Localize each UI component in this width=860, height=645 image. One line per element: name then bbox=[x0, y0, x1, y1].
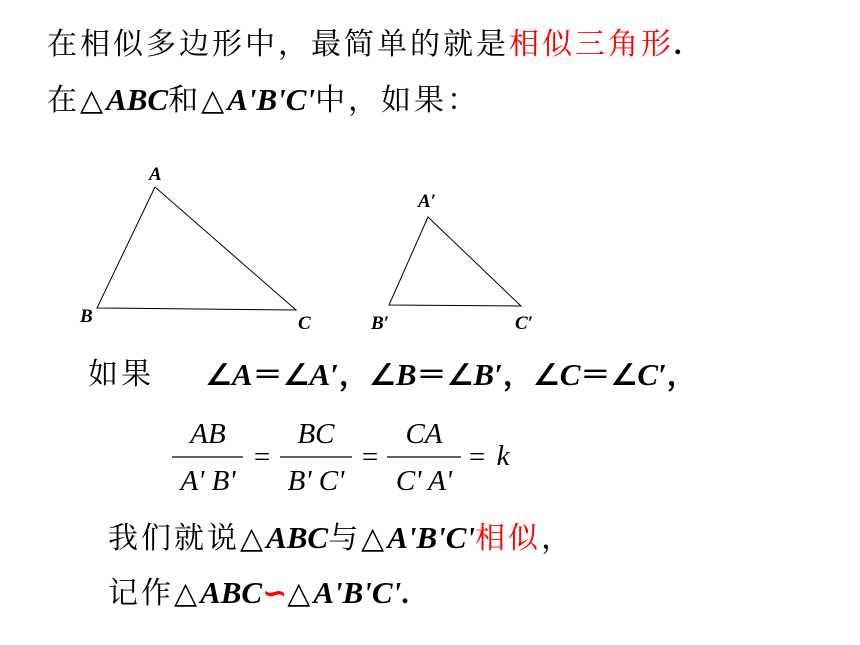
fraction-3-numerator: CA bbox=[405, 418, 443, 450]
notation-triangle-abc: ABC bbox=[200, 575, 263, 610]
vertex-label-b-prime: B′ bbox=[371, 313, 390, 334]
fraction-2-denominator: B' C' bbox=[287, 465, 345, 497]
triangle-diagram bbox=[60, 150, 560, 340]
fraction-2-numerator: BC bbox=[297, 418, 335, 450]
ratio-constant: k bbox=[496, 440, 510, 472]
condition-label: 如果 bbox=[88, 357, 154, 392]
separator-angle: ，∠ bbox=[502, 358, 560, 393]
angle-letter: B bbox=[395, 357, 417, 392]
triangle-a-prime-b-prime-c-prime bbox=[389, 217, 521, 306]
equals-angle: ＝∠ bbox=[580, 358, 638, 393]
line2-triangle-abc: ABC bbox=[106, 82, 169, 117]
conclusion-suffix: ， bbox=[541, 521, 575, 556]
intro-line-1 bbox=[47, 27, 682, 63]
intro-line-2 bbox=[47, 82, 480, 119]
triangle-abc bbox=[97, 187, 296, 310]
trailing-comma: ， bbox=[666, 358, 697, 393]
intro-highlight: 相似三角形 bbox=[509, 27, 674, 62]
angle-letter: C′ bbox=[637, 357, 667, 392]
angle-conditions bbox=[205, 357, 697, 394]
similar-symbol: ∽ bbox=[262, 576, 288, 611]
conclusion-line bbox=[108, 520, 574, 557]
angle-letter: A bbox=[231, 357, 253, 392]
notation-prefix: 记作△ bbox=[108, 576, 201, 611]
vertex-label-a-prime: A′ bbox=[418, 191, 437, 212]
vertex-label-b: B bbox=[80, 306, 93, 327]
conclusion-triangle-abc: ABC bbox=[266, 520, 329, 555]
angle-symbol: ∠ bbox=[205, 358, 232, 393]
vertex-label-c: C bbox=[298, 313, 311, 334]
ratio-equation bbox=[160, 410, 530, 500]
conclusion-triangle-prime: A'B'C' bbox=[387, 520, 476, 555]
equals-angle: ＝∠ bbox=[416, 358, 474, 393]
conclusion-highlight: 相似 bbox=[475, 521, 542, 556]
notation-triangle-prime: A'B'C' bbox=[313, 575, 402, 610]
fraction-3-denominator: C' A' bbox=[395, 465, 453, 497]
notation-line bbox=[108, 575, 409, 612]
line2-prefix: 在△ bbox=[47, 83, 107, 118]
vertex-label-c-prime: C′ bbox=[515, 313, 534, 334]
notation-middle: △ bbox=[287, 576, 314, 611]
equals-sign: = bbox=[253, 441, 271, 473]
intro-text: 在相似多边形中，最简单的就是 bbox=[47, 27, 509, 62]
separator-angle: ，∠ bbox=[338, 358, 396, 393]
angle-letter: B′ bbox=[473, 357, 503, 392]
notation-period: . bbox=[401, 577, 409, 610]
line2-suffix: 中，如果： bbox=[315, 83, 481, 118]
equals-sign: = bbox=[468, 441, 486, 473]
fraction-1-numerator: AB bbox=[190, 418, 226, 450]
angle-letter: C bbox=[559, 357, 581, 392]
conclusion-middle: 与△ bbox=[328, 521, 388, 556]
line2-middle: 和△ bbox=[168, 83, 228, 118]
intro-period: . bbox=[674, 28, 682, 61]
equals-sign: = bbox=[361, 441, 379, 473]
fraction-1-denominator: A' B' bbox=[180, 465, 236, 497]
equals-angle: ＝∠ bbox=[252, 358, 310, 393]
vertex-label-a: A bbox=[149, 164, 162, 185]
line2-triangle-prime: A'B'C' bbox=[227, 82, 316, 117]
angle-letter: A′ bbox=[309, 357, 339, 392]
conclusion-prefix: 我们就说△ bbox=[108, 521, 267, 556]
